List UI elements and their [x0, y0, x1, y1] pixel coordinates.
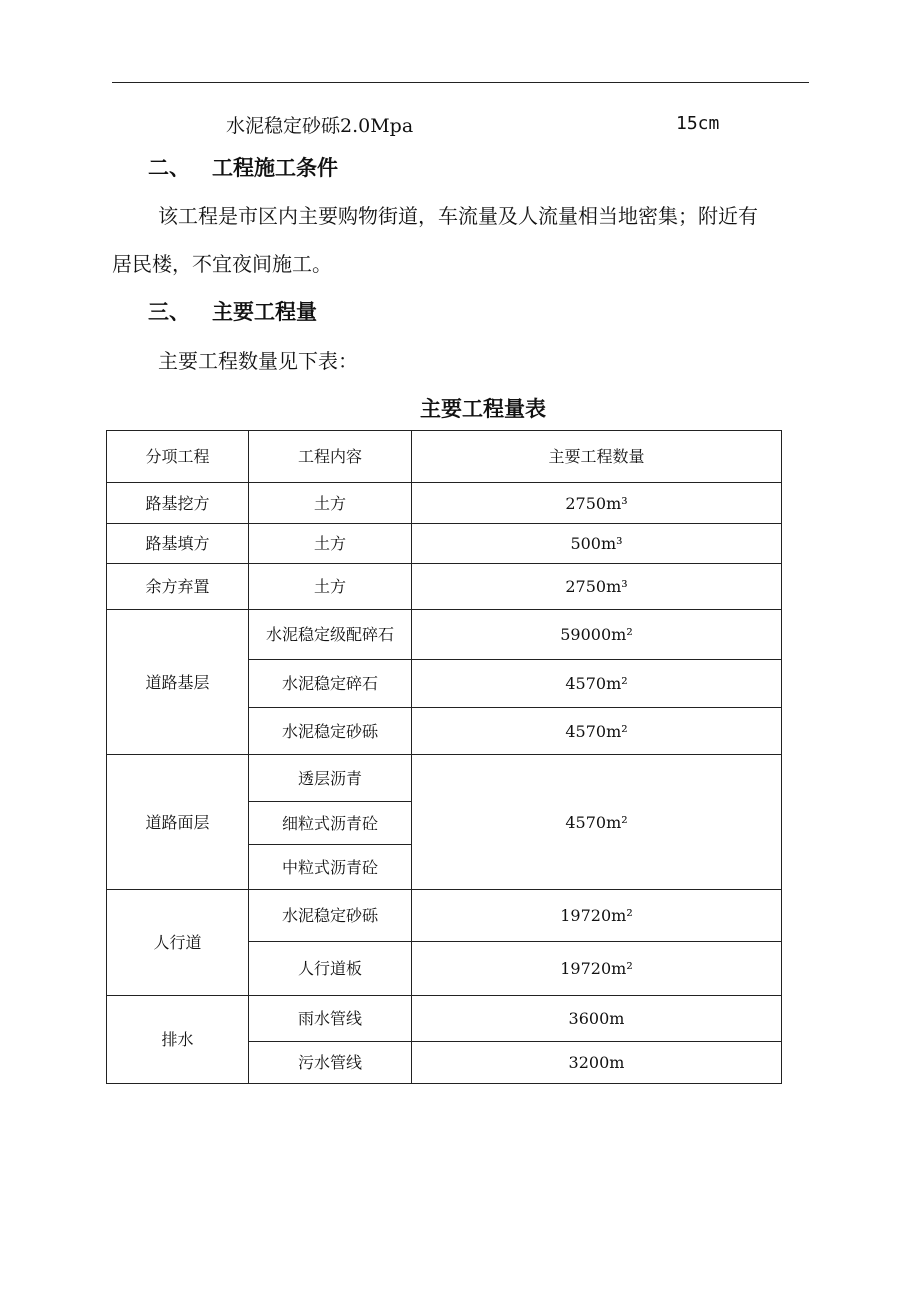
- section-3-heading: [148, 296, 317, 326]
- item-cell: 排水: [107, 996, 249, 1084]
- section-2-paragraph-line-2: 居民楼，不宜夜间施工。: [112, 252, 332, 276]
- table-header-row: [107, 431, 782, 483]
- content-cell: 水泥稳定碎石: [249, 660, 412, 708]
- quantity-cell: 59000m²: [412, 610, 782, 660]
- section-3-title: 主要工程量: [212, 300, 317, 324]
- content-cell: 土方: [249, 564, 412, 610]
- quantity-cell: 2750m³: [412, 483, 782, 524]
- quantity-cell: 2750m³: [412, 564, 782, 610]
- table-row: [107, 483, 782, 524]
- content-cell: 水泥稳定砂砾: [249, 890, 412, 942]
- section-2-heading: [148, 152, 338, 182]
- header-cell-item: 分项工程: [107, 431, 249, 483]
- content-cell: 土方: [249, 524, 412, 564]
- content-cell: 土方: [249, 483, 412, 524]
- item-cell: 道路面层: [107, 755, 249, 890]
- quantity-cell: 4570m²: [412, 708, 782, 755]
- header-rule: [112, 82, 809, 83]
- content-cell: 水泥稳定级配碎石: [249, 610, 412, 660]
- item-cell: 道路基层: [107, 610, 249, 755]
- section-2-title: 工程施工条件: [212, 156, 338, 180]
- item-cell: 余方弃置: [107, 564, 249, 610]
- item-cell: 路基填方: [107, 524, 249, 564]
- header-cell-quantity: 主要工程数量: [412, 431, 782, 483]
- quantity-cell: 4570m²: [412, 755, 782, 890]
- section-2-paragraph-line-1: 该工程是市区内主要购物街道，车流量及人流量相当地密集；附近有: [158, 204, 758, 228]
- item-cell: 人行道: [107, 890, 249, 996]
- content-cell: 细粒式沥青砼: [249, 802, 412, 845]
- section-3-number: 三、: [148, 300, 190, 324]
- content-cell: 雨水管线: [249, 996, 412, 1042]
- content-cell: 污水管线: [249, 1042, 412, 1084]
- content-cell: 透层沥青: [249, 755, 412, 802]
- quantity-table: [106, 430, 782, 1084]
- quantity-cell: 3600m: [412, 996, 782, 1042]
- content-cell: 水泥稳定砂砾: [249, 708, 412, 755]
- section-2-number: 二、: [148, 156, 190, 180]
- quantity-cell: 4570m²: [412, 660, 782, 708]
- quantity-cell: 500m³: [412, 524, 782, 564]
- table-row: [107, 755, 782, 802]
- content-cell: 人行道板: [249, 942, 412, 996]
- content-cell: 中粒式沥青砼: [249, 845, 412, 890]
- quantity-cell: 19720m²: [412, 942, 782, 996]
- base-layer-spec-value: 15cm: [676, 113, 720, 134]
- table-row: [107, 524, 782, 564]
- item-cell: 路基挖方: [107, 483, 249, 524]
- table-row: [107, 996, 782, 1042]
- base-layer-spec-label: 水泥稳定砂砾2.0Mpa: [226, 115, 414, 137]
- table-row: [107, 890, 782, 942]
- table-title: 主要工程量表: [420, 397, 546, 421]
- table-row: [107, 564, 782, 610]
- header-cell-content: 工程内容: [249, 431, 412, 483]
- section-3-intro: 主要工程数量见下表：: [158, 349, 358, 373]
- quantity-cell: 3200m: [412, 1042, 782, 1084]
- table-row: [107, 610, 782, 660]
- quantity-cell: 19720m²: [412, 890, 782, 942]
